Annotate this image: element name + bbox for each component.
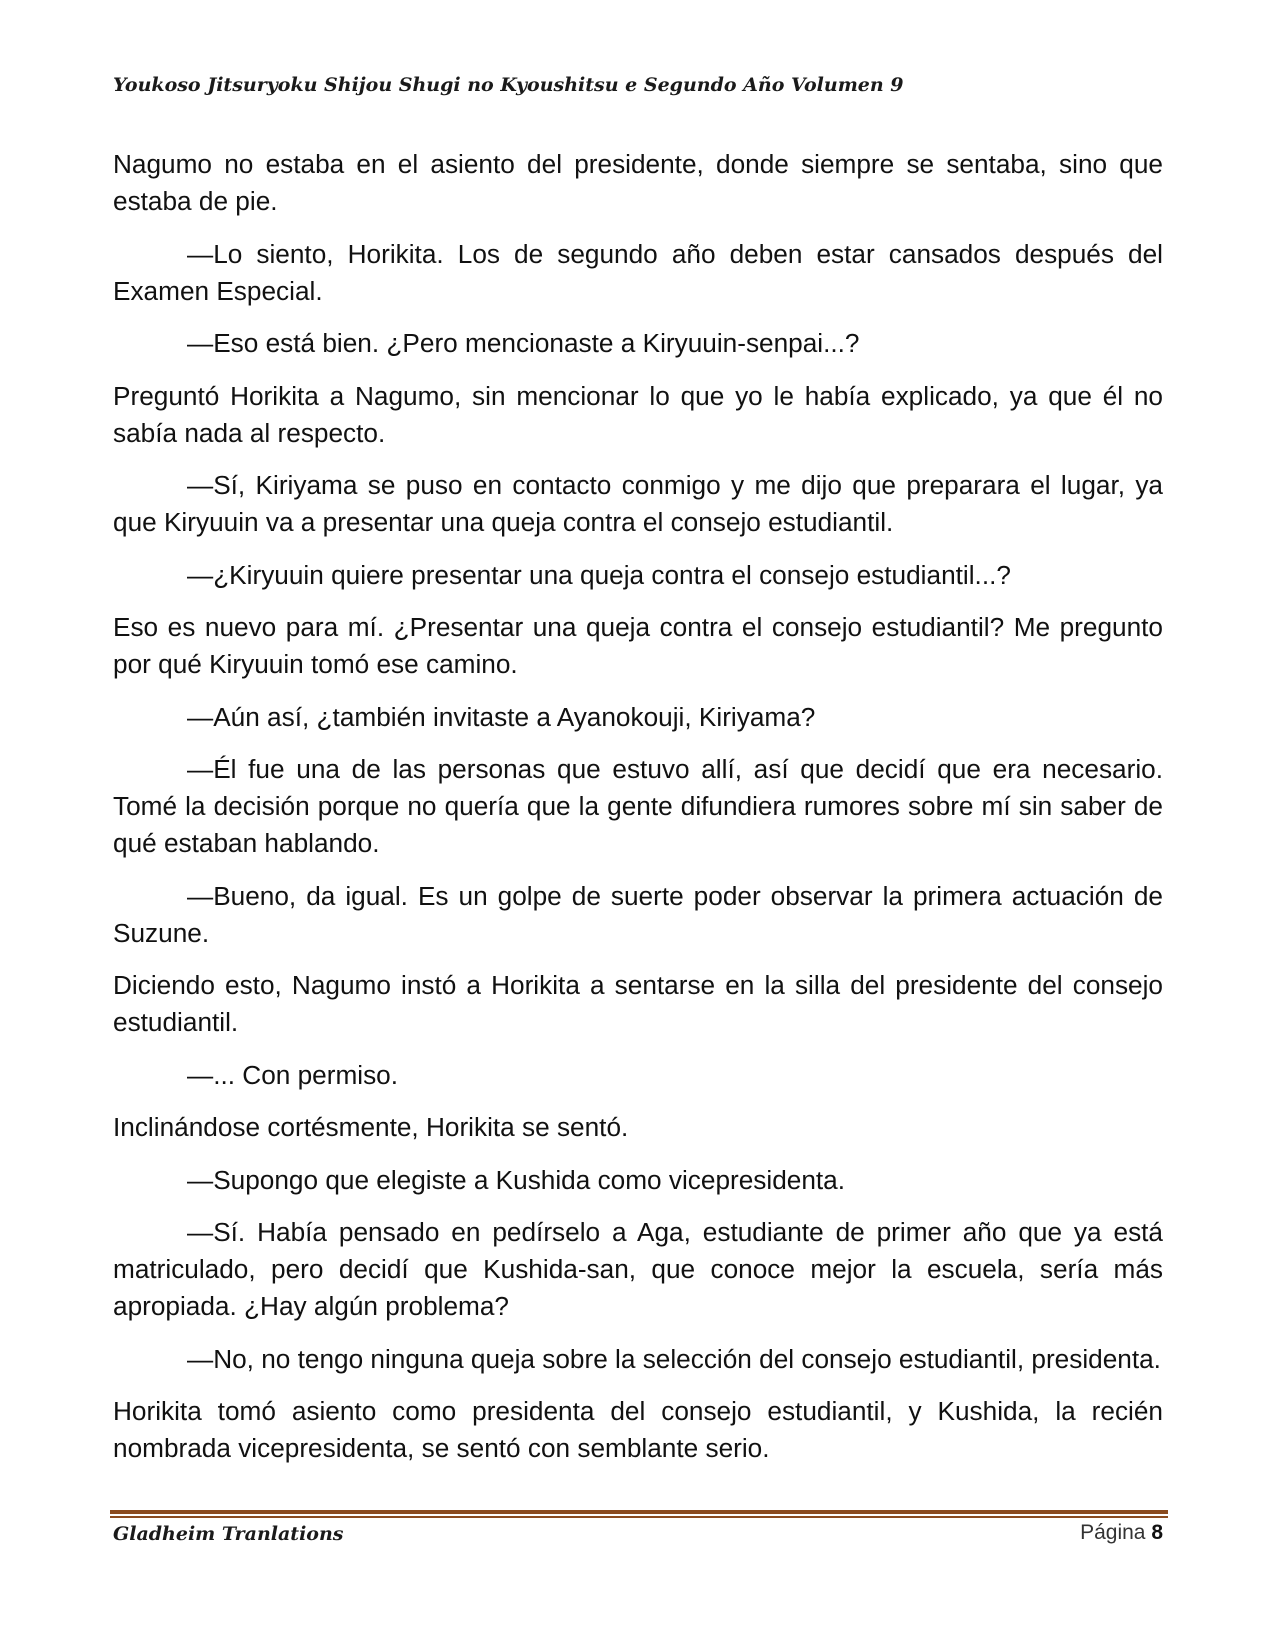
page-label: Página — [1080, 1521, 1146, 1544]
paragraph: Diciendo esto, Nagumo instó a Horikita a sentarse en la silla del presidente del consejo estudiantil. — [113, 970, 1163, 1037]
paragraph: Eso es nuevo para mí. ¿Presentar una queja contra el consejo estudiantil? Me pregunto por qué Kiryuuin tomó ese camino. — [113, 612, 1163, 679]
paragraph: Inclinándose cortésmente, Horikita se sentó. — [113, 1112, 629, 1142]
footer-divider-thick — [110, 1510, 1168, 1514]
footer-publisher: Gladheim Tranlations — [113, 1523, 344, 1545]
dialogue-line: —Bueno, da igual. Es un golpe de suerte poder observar la primera actuación de Suzune. — [113, 880, 1163, 948]
dialogue-line: —Lo siento, Horikita. Los de segundo año deben estar cansados después del Examen Especial. — [113, 238, 1163, 306]
dialogue-line: —Aún así, ¿también invitaste a Ayanokouji, Kiriyama? — [187, 701, 816, 732]
dialogue-line: —Supongo que elegiste a Kushida como vicepresidenta. — [187, 1164, 846, 1195]
paragraph: Horikita tomó asiento como presidenta del consejo estudiantil, y Kushida, la recién nombrada vicepresidenta, se sentó con semblante serio. — [113, 1396, 1163, 1463]
dialogue-line: —Sí. Había pensado en pedírselo a Aga, estudiante de primer año que ya está matriculado, pero decidí que Kushida-san, que conoce mejor la escuela, sería más apropiada. ¿Hay algún problema? — [113, 1217, 1163, 1321]
dialogue-line: —¿Kiryuuin quiere presentar una queja contra el consejo estudiantil...? — [187, 559, 1011, 590]
page-number: 8 — [1151, 1521, 1163, 1544]
footer-divider-thin — [110, 1516, 1168, 1518]
dialogue-line: —Él fue una de las personas que estuvo allí, así que decidí que era necesario. Tomé la decisión porque no quería que la gente difundiera rumores sobre mí sin saber de qué estaban hablando. — [113, 754, 1163, 858]
paragraph: Nagumo no estaba en el asiento del presidente, donde siempre se sentaba, sino que estaba de pie. — [113, 149, 1163, 216]
page-number-block — [1080, 1521, 1163, 1545]
paragraph: Preguntó Horikita a Nagumo, sin mencionar lo que yo le había explicado, ya que él no sabía nada al respecto. — [113, 380, 1163, 448]
body-text — [113, 146, 1163, 1483]
page-header-title: Youkoso Jitsuryoku Shijou Shugi no Kyoushitsu e Segundo Año Volumen 9 — [113, 74, 904, 96]
dialogue-line: —Sí, Kiriyama se puso en contacto conmigo y me dijo que preparara el lugar, ya que Kiryuuin va a presentar una queja contra el consejo estudiantil. — [113, 470, 1163, 537]
dialogue-line: —Eso está bien. ¿Pero mencionaste a Kiryuuin-senpai...? — [187, 328, 860, 358]
dialogue-line: —... Con permiso. — [187, 1059, 399, 1090]
dialogue-line: —No, no tengo ninguna queja sobre la selección del consejo estudiantil, presidenta. — [187, 1343, 1161, 1374]
